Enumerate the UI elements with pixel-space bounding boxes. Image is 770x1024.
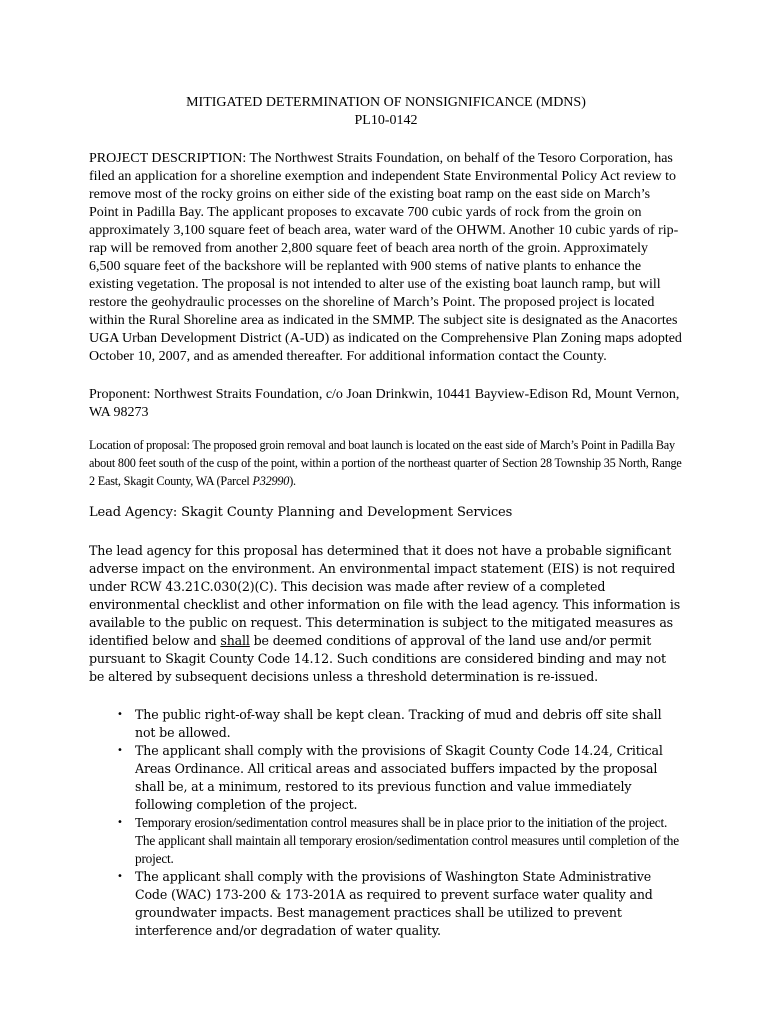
document-page	[89, 94, 683, 940]
parcel-number: P32990	[252, 474, 290, 488]
bullet-icon: •	[117, 817, 123, 828]
location-end: ).	[289, 474, 296, 488]
title-line-2: PL10-0142	[354, 113, 418, 128]
condition-text: Temporary erosion/sedimentation control measures shall be in place prior to the initiation of the project. The applicant shall maintain all temporary erosion/sedimentation control measures until completion of the project.	[135, 815, 679, 866]
document-title	[89, 94, 683, 130]
bullet-icon: •	[117, 709, 123, 720]
determination-text-2: be deemed conditions of approval of the land use and/or permit pursuant to Skagit County Code 14.12. Such conditions are considered binding and may not be altered by subsequent decisions unless a threshold determination is re-issued.	[89, 633, 666, 684]
condition-text: The applicant shall comply with the provisions of Skagit County Code 14.24, Critical Areas Ordinance. All critical areas and associated buffers impacted by the proposal shall be, at a minimum, restored to its previous function and value immediately following completion of the project.	[135, 743, 663, 812]
conditions-list	[89, 706, 683, 940]
location-text: Location of proposal: The proposed groin removal and boat launch is located on the east side of March’s Point in Padilla Bay about 800 feet south of the cusp of the point, within a portion of the northeast quarter of Section 28 Township 35 North, Range 2 East, Skagit County, WA (Parcel	[89, 438, 682, 488]
condition-text: The applicant shall comply with the provisions of Washington State Administrative Code (WAC) 173-200 & 173-201A as required to prevent surface water quality and groundwater impacts. Best management practices shall be utilized to prevent interference and/or degradation of water quality.	[135, 869, 653, 938]
shall-underlined: shall	[220, 633, 250, 648]
title-line-1: MITIGATED DETERMINATION OF NONSIGNIFICANCE (MDNS)	[186, 95, 586, 110]
project-description: PROJECT DESCRIPTION: The Northwest Straits Foundation, on behalf of the Tesoro Corporation, has filed an application for a shoreline exemption and independent State Environmental Policy Act review to remove most of the rocky groins on either side of the existing boat ramp on the east side on March’s Point in Padilla Bay. The applicant proposes to excavate 700 cubic yards of rock from the groin on approximately 3,100 square feet of beach area, water ward of the OHWM. Another 10 cubic yards of rip-rap will be removed from another 2,800 square feet of beach area north of the groin. Approximately 6,500 square feet of the backshore will be replanted with 900 stems of native plants to enhance the existing vegetation. The proposal is not intended to alter use of the existing boat launch ramp, but will restore the geohydraulic processes on the shoreline of March’s Point. The proposed project is located within the Rural Shoreline area as indicated in the SMMP. The subject site is designated as the Anacortes UGA Urban Development District (A-UD) as indicated on the Comprehensive Plan Zoning maps adopted October 10, 2007, and as amended thereafter. For additional information contact the County.	[89, 151, 682, 364]
determination-statement	[89, 542, 683, 686]
condition-text: The public right-of-way shall be kept clean. Tracking of mud and debris off site shall not be allowed.	[135, 707, 662, 740]
determination-text-1: The lead agency for this proposal has determined that it does not have a probable significant adverse impact on the environment. An environmental impact statement (EIS) is not required under RCW 43.21C.030(2)(C). This decision was made after review of a completed environmental checklist and other information on file with the lead agency. This information is available to the public on request. This determination is subject to the mitigated measures as identified below and	[89, 543, 681, 648]
bullet-icon: •	[117, 745, 123, 756]
proponent: Proponent: Northwest Straits Foundation, c/o Joan Drinkwin, 10441 Bayview-Edison Rd, Mount Vernon, WA 98273	[89, 387, 680, 420]
condition-item	[117, 814, 683, 868]
condition-item	[117, 706, 683, 742]
condition-item	[117, 868, 683, 940]
lead-agency: Lead Agency: Skagit County Planning and Development Services	[89, 505, 513, 520]
location-of-proposal	[89, 436, 683, 490]
bullet-icon: •	[117, 871, 123, 882]
condition-item	[117, 742, 683, 814]
